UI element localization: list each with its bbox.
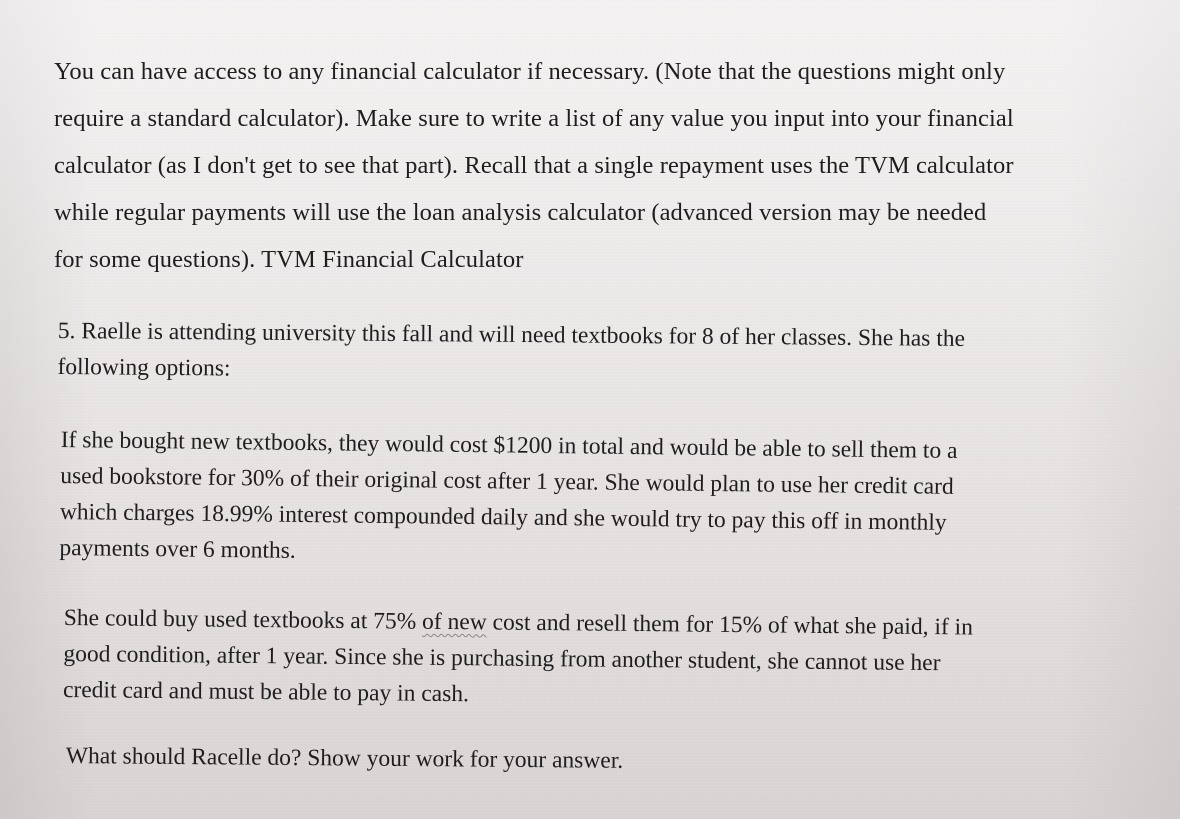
question-line: 5. Raelle is attending university this fall and will need textbooks for 8 of her classes. She has the [57, 317, 966, 352]
option-line: which charges 18.99% interest compounded daily and she would try to pay this off in monthly [59, 498, 947, 536]
option-new-textbooks [59, 422, 957, 577]
instructions-line: require a standard calculator). Make sure to write a list of any value you input into your financial [54, 105, 1014, 132]
option-line: If she bought new textbooks, they would cost $1200 in total and would be able to sell them to a [60, 426, 958, 464]
option-line: payments over 6 months. [59, 534, 296, 564]
question-line: following options: [57, 353, 231, 382]
instructions-paragraph [54, 48, 1154, 283]
option-line: credit card and must be able to pay in cash. [62, 676, 470, 708]
spellcheck-underlined-text: of new [421, 608, 487, 636]
final-question-text: What should Racelle do? Show your work for your answer. [65, 742, 624, 774]
option-text: cost and resell them for 15% of what she paid, if in [486, 609, 974, 641]
option-line: good condition, after 1 year. Since she is purchasing from another student, she cannot use her [63, 640, 941, 677]
option-text: She could buy used textbooks at 75% [63, 604, 423, 635]
instructions-line: calculator (as I don't get to see that part). Recall that a single repayment uses the TVM calculator [54, 152, 1014, 179]
option-line: used bookstore for 30% of their original cost after 1 year. She would plan to use her credit card [60, 462, 954, 500]
option-used-textbooks [63, 600, 973, 718]
final-question [66, 738, 624, 779]
instructions-line: while regular payments will use the loan analysis calculator (advanced version may be needed [54, 199, 987, 226]
instructions-line: for some questions). TVM Financial Calculator [54, 246, 524, 273]
instructions-line: You can have access to any financial calculator if necessary. (Note that the questions might only [54, 58, 1006, 85]
question-statement [57, 313, 965, 393]
